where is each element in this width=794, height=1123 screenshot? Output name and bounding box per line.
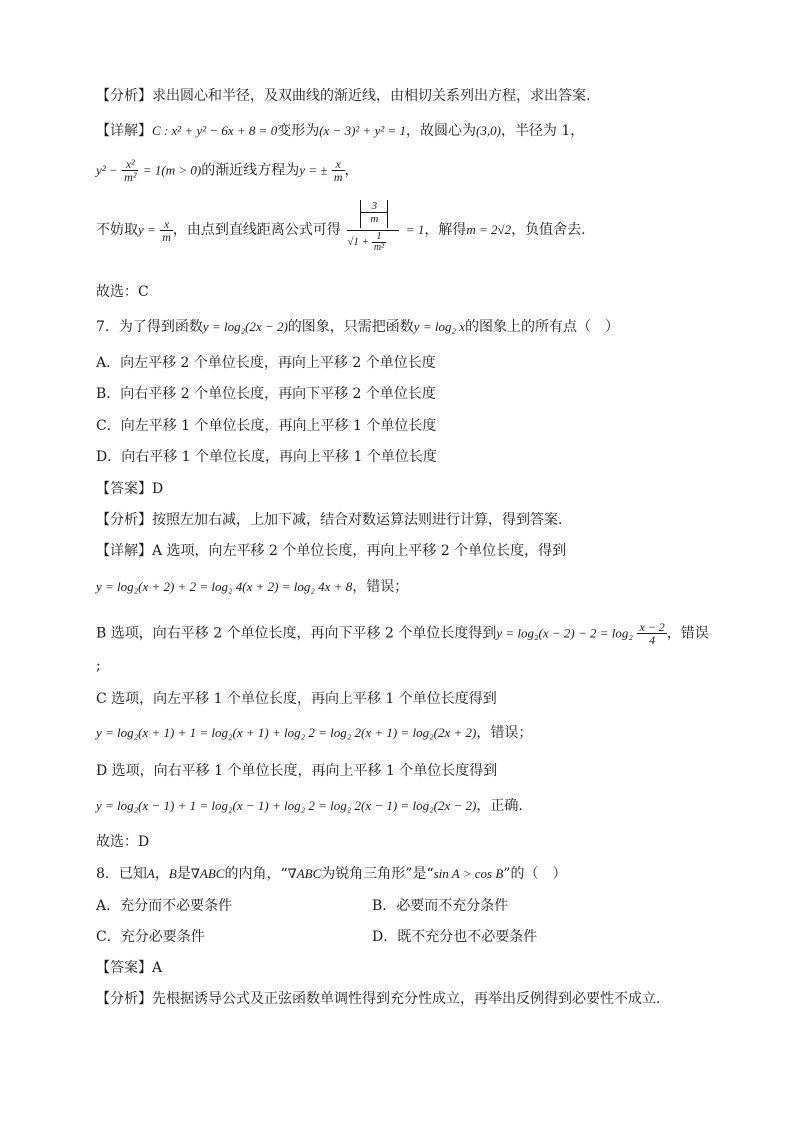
option-7b: B．向右平移 2 个单位长度，再向下平移 2 个单位长度 <box>96 386 436 402</box>
answer-7: 【答案】D <box>96 481 164 497</box>
asymptote: y = ± <box>299 162 328 178</box>
math: y = log₂(x − 1) + 1 = log₂(x − 1) + log₂ 2 = log₂ 2(x − 1) = log₂(2x − 2) <box>96 798 477 813</box>
select-7: 故选：D <box>96 834 150 850</box>
text: 8．已知 <box>96 866 147 882</box>
circle-center: (3,0) <box>476 123 501 138</box>
math: sin A > cos B <box>433 866 504 881</box>
abs-denominator: m <box>370 213 379 225</box>
option-8b: B．必要而不充分条件 <box>372 898 509 914</box>
math: ∇ABC <box>287 866 322 881</box>
math: y = log₂(x + 2) + 2 = log₂ 4(x + 2) = log₂ 4x + 8 <box>96 579 353 594</box>
detail-7: 【详解】A 选项，向左平移 2 个单位长度，再向上平移 2 个单位长度，得到 <box>96 543 567 559</box>
fraction-numerator: x² <box>122 158 138 171</box>
fraction-numerator: x <box>332 158 345 171</box>
math: y = log₂(x + 1) + 1 = log₂(x + 1) + log₂ 2 = log₂ 2(x + 1) = log₂(2x + 2) <box>96 725 477 740</box>
line-detail-6 <box>96 122 584 140</box>
option-8d: D．既不充分也不必要条件 <box>372 929 538 945</box>
math: ∇ABC <box>190 866 225 881</box>
fraction <box>332 158 345 183</box>
fraction <box>122 158 138 183</box>
analysis-7: 【分析】按照左加右减，上加下减，结合对数运算法则进行计算，得到答案. <box>96 512 563 528</box>
fraction <box>637 621 666 646</box>
text: ，由点到直线距离公式可得 <box>172 222 341 238</box>
solution-m: m = 2√2 <box>466 222 512 237</box>
math: B <box>168 866 177 881</box>
equation-c <box>96 724 532 742</box>
target-function: y = log₂(2x − 2) <box>202 319 288 334</box>
circle-equation: C : x² + y² − 6x + 8 = 0 <box>152 123 278 138</box>
fraction-bar <box>347 230 399 231</box>
text: 7．为了得到函数 <box>96 319 203 335</box>
text: ，错误； <box>476 725 533 741</box>
question-8 <box>96 865 566 883</box>
text: ，错误 <box>666 625 709 642</box>
math: y = log₂(x − 2) − 2 = log₂ <box>496 625 633 641</box>
fraction-denominator: m <box>333 170 343 184</box>
answer-8: 【答案】A <box>96 960 163 976</box>
text: 是 <box>176 866 191 882</box>
hyperbola-rhs: = 1(m > 0) <box>142 162 202 178</box>
option-c-detail: C 选项，向左平移 1 个单位长度，再向上平移 1 个单位长度得到 <box>96 691 497 707</box>
option-8a: A．充分而不必要条件 <box>96 898 233 914</box>
option-7d: D．向右平移 1 个单位长度，再向上平移 1 个单位长度 <box>96 449 437 465</box>
text: ，负值舍去. <box>511 222 586 238</box>
question-7 <box>96 318 619 336</box>
text: B 选项，向右平移 2 个单位长度，再向下平移 2 个单位长度得到 <box>96 625 497 642</box>
text: 不妨取 <box>96 222 138 238</box>
abs-value <box>360 200 388 228</box>
option-7c: C．向左平移 1 个单位长度，再向上平移 1 个单位长度 <box>96 418 437 434</box>
option-b-detail <box>96 621 709 646</box>
fraction-denominator: m² <box>124 170 137 184</box>
math: A <box>146 866 155 881</box>
text: ， <box>154 866 169 882</box>
equation-a <box>96 578 408 596</box>
text: ，半径为 1， <box>500 123 585 139</box>
text: 的渐近线方程为 <box>201 162 300 179</box>
fraction <box>160 218 173 243</box>
options-8-row2 <box>96 928 696 946</box>
equation-d <box>96 797 523 815</box>
fraction-numerator: x <box>160 218 173 231</box>
text: ，错误； <box>352 579 409 595</box>
text: 的图象上的所有点（ ） <box>465 319 619 335</box>
option-7a: A．向左平移 2 个单位长度，再向上平移 2 个单位长度 <box>96 355 436 371</box>
circle-standard-form: (x − 3)² + y² = 1 <box>319 123 407 138</box>
text: 变形为 <box>277 123 320 139</box>
semicolon: ; <box>96 658 101 674</box>
option-d-detail: D 选项，向右平移 1 个单位长度，再向上平移 1 个单位长度得到 <box>96 763 498 779</box>
line-select-6: 故选：C <box>96 284 149 300</box>
text: 为锐角三角形”是“ <box>321 866 434 882</box>
distance-fraction <box>347 200 399 260</box>
line-analysis-6: 【分析】求出圆心和半径，及双曲线的渐近线，由相切关系列出方程，求出答案. <box>96 88 591 104</box>
options-8-row1 <box>96 897 696 915</box>
line-hyperbola <box>96 158 359 183</box>
abs-numerator: 3 <box>361 200 387 213</box>
sqrt-expression: √1 + $\frac{1}{\text{m²}}$ <box>347 231 385 253</box>
option-8c: C．充分必要条件 <box>96 929 205 945</box>
analysis-8: 【分析】先根据诱导公式及正弦函数单调性得到充分性成立，再举出反例得到必要性不成立. <box>96 991 661 1007</box>
text: 的图象，只需把函数 <box>287 319 414 335</box>
base-function: y = log₂ x <box>413 319 465 334</box>
text: 的内角，“ <box>224 866 288 882</box>
fraction <box>372 232 386 253</box>
detail-tag: 【详解】 <box>96 123 152 139</box>
text: ， <box>344 162 359 179</box>
line-distance <box>96 200 586 260</box>
fraction-denominator: m² <box>373 242 385 253</box>
text: ，解得 <box>424 222 467 238</box>
text: ，故圆心为 <box>406 123 477 139</box>
equals-one: = 1 <box>405 222 425 237</box>
fraction-denominator: 4 <box>649 633 656 647</box>
hyperbola-lhs: y² − <box>96 162 118 178</box>
text: ”的（ ） <box>503 866 567 882</box>
text: ，正确. <box>476 798 523 814</box>
sqrt-inner: 1 + <box>353 236 370 249</box>
fraction-numerator: 1 <box>372 232 386 243</box>
fraction-denominator: m <box>162 229 171 244</box>
line-eq: y = <box>138 222 156 237</box>
fraction-numerator: x − 2 <box>639 620 665 634</box>
